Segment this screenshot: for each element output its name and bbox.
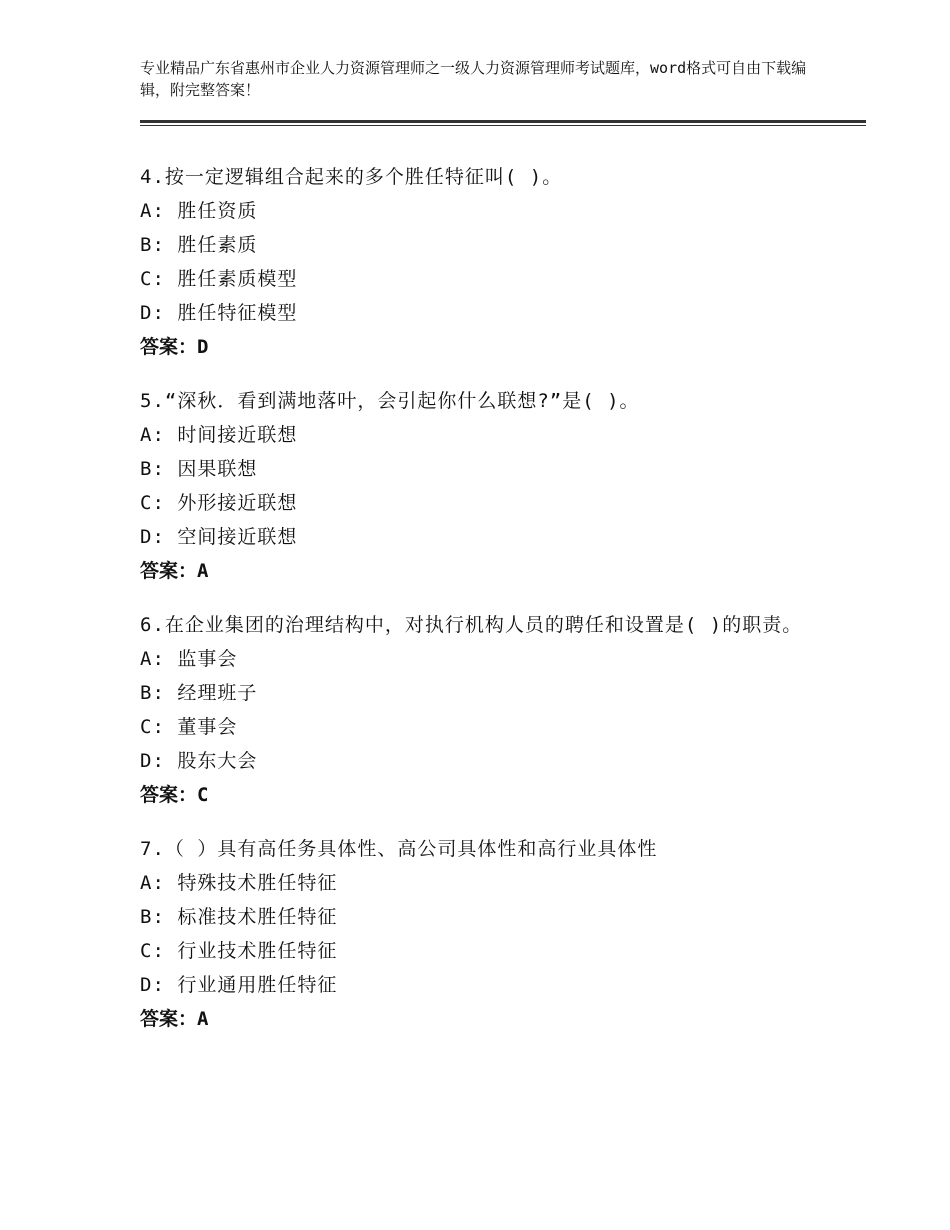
option-a: A: 监事会	[140, 648, 238, 670]
option-c: C: 胜任素质模型	[140, 268, 298, 290]
question-4	[140, 160, 820, 364]
question-stem: 4.按一定逻辑组合起来的多个胜任特征叫( )。	[140, 166, 563, 188]
question-stem: 5.“深秋．看到满地落叶，会引起你什么联想?”是( )。	[140, 390, 640, 412]
option-d: D: 空间接近联想	[140, 526, 298, 548]
option-d: D: 行业通用胜任特征	[140, 974, 338, 996]
option-a: A: 时间接近联想	[140, 424, 298, 446]
header-divider-thick	[140, 120, 866, 123]
option-b: B: 标准技术胜任特征	[140, 906, 338, 928]
option-c: C: 行业技术胜任特征	[140, 940, 338, 962]
option-b: B: 胜任素质	[140, 234, 258, 256]
option-c: C: 外形接近联想	[140, 492, 298, 514]
option-b: B: 因果联想	[140, 458, 258, 480]
option-a: A: 胜任资质	[140, 200, 258, 222]
question-5	[140, 384, 820, 588]
question-list	[140, 160, 820, 1056]
header-divider-thin	[140, 125, 866, 126]
question-6	[140, 608, 820, 812]
question-7	[140, 832, 820, 1036]
question-stem: 6.在企业集团的治理结构中，对执行机构人员的聘任和设置是( )的职责。	[140, 614, 803, 636]
option-a: A: 特殊技术胜任特征	[140, 872, 338, 894]
answer: 答案：D	[140, 336, 209, 358]
question-stem: 7.（ ）具有高任务具体性、高公司具体性和高行业具体性	[140, 838, 658, 860]
answer: 答案：C	[140, 784, 209, 806]
answer: 答案：A	[140, 560, 209, 582]
option-b: B: 经理班子	[140, 682, 258, 704]
answer: 答案：A	[140, 1008, 209, 1030]
document-header: 专业精品广东省惠州市企业人力资源管理师之一级人力资源管理师考试题库，word格式可自由下载编辑，附完整答案！	[140, 59, 807, 99]
option-c: C: 董事会	[140, 716, 238, 738]
option-d: D: 胜任特征模型	[140, 302, 298, 324]
option-d: D: 股东大会	[140, 750, 258, 772]
